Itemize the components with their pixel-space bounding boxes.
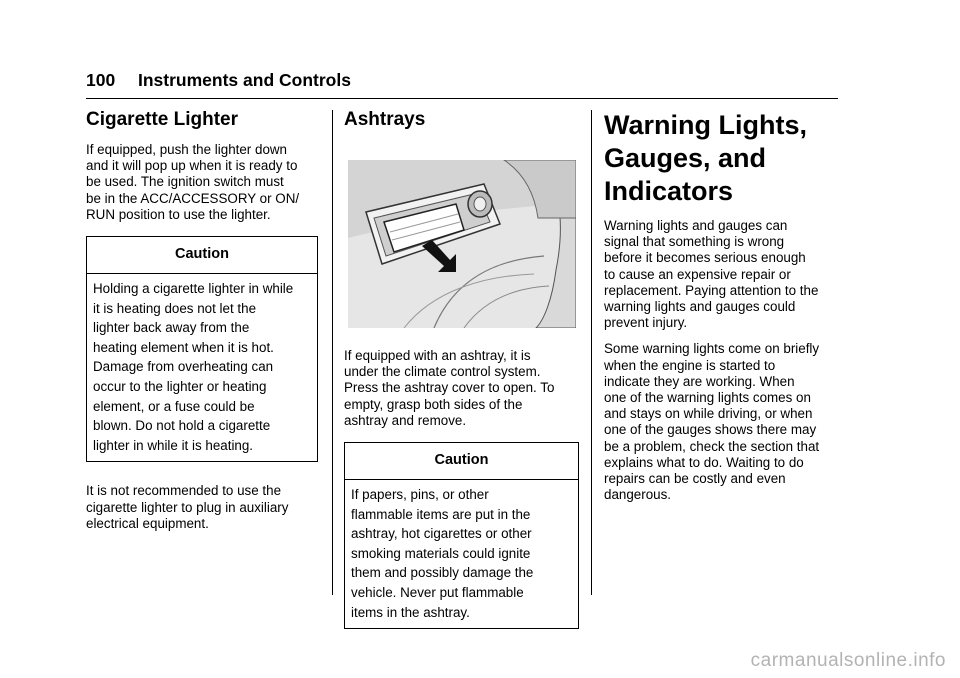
caution-box-ashtray	[344, 442, 579, 629]
caution-title: Caution	[87, 237, 317, 274]
section-title: Instruments and Controls	[138, 70, 351, 90]
caution-text: Holding a cigarette lighter in while it is heating does not let the lighter back away from the heating element when it is hot. Damage from overheating can occur to the lighter or heating element, or a fuse could be blown. Do not hold a cigarette lighter in while it is heating.	[93, 281, 294, 453]
heading-cigarette-lighter: Cigarette Lighter	[86, 109, 239, 130]
caution-box-lighter	[86, 236, 318, 462]
ashtray-illustration	[344, 160, 580, 328]
ashtray-paragraph-1: If equipped with an ashtray, it is under the climate control system. Press the ashtray cover to open. To empty, grasp both sides of the ashtray and remove.	[344, 348, 555, 428]
caution-text: If papers, pins, or other flammable items are put in the ashtray, hot cigarettes or other smoking materials could ignite them and possibly damage the vehicle. Never put flammable items in the ashtray.	[351, 487, 534, 620]
watermark: carmanualsonline.info	[750, 650, 946, 671]
warning-paragraph-2: Some warning lights come on briefly when the engine is started to indicate they are working. When one of the warning lights comes on and stays on while driving, or when one of the gauges shows there may be a problem, check the section that explains what to do. Waiting to do repairs can be costly and even dangerous.	[604, 341, 820, 503]
page-header	[86, 70, 351, 91]
column-cigarette-lighter	[86, 108, 320, 532]
page-number: 100	[86, 70, 116, 90]
column-warning-lights	[604, 108, 840, 503]
lighter-paragraph-2: It is not recommended to use the cigarette lighter to plug in auxiliary electrical equipment.	[86, 483, 289, 531]
column-divider-2	[591, 110, 592, 595]
caution-title: Caution	[345, 443, 578, 480]
heading-warning-lights: Warning Lights, Gauges, and Indicators	[604, 110, 807, 206]
warning-paragraph-1: Warning lights and gauges can signal that something is wrong before it becomes serious enough to cause an expensive repair or replacement. Paying attention to the warning lights and gauges could prevent injury.	[604, 218, 819, 331]
heading-ashtrays: Ashtrays	[344, 109, 426, 130]
header-rule	[86, 98, 838, 99]
column-divider-1	[332, 110, 333, 595]
column-ashtrays	[344, 108, 580, 629]
lighter-paragraph-1: If equipped, push the lighter down and it will pop up when it is ready to be used. The ignition switch must be in the ACC/ACCESSORY or ON/ RUN position to use the lighter.	[86, 142, 300, 222]
